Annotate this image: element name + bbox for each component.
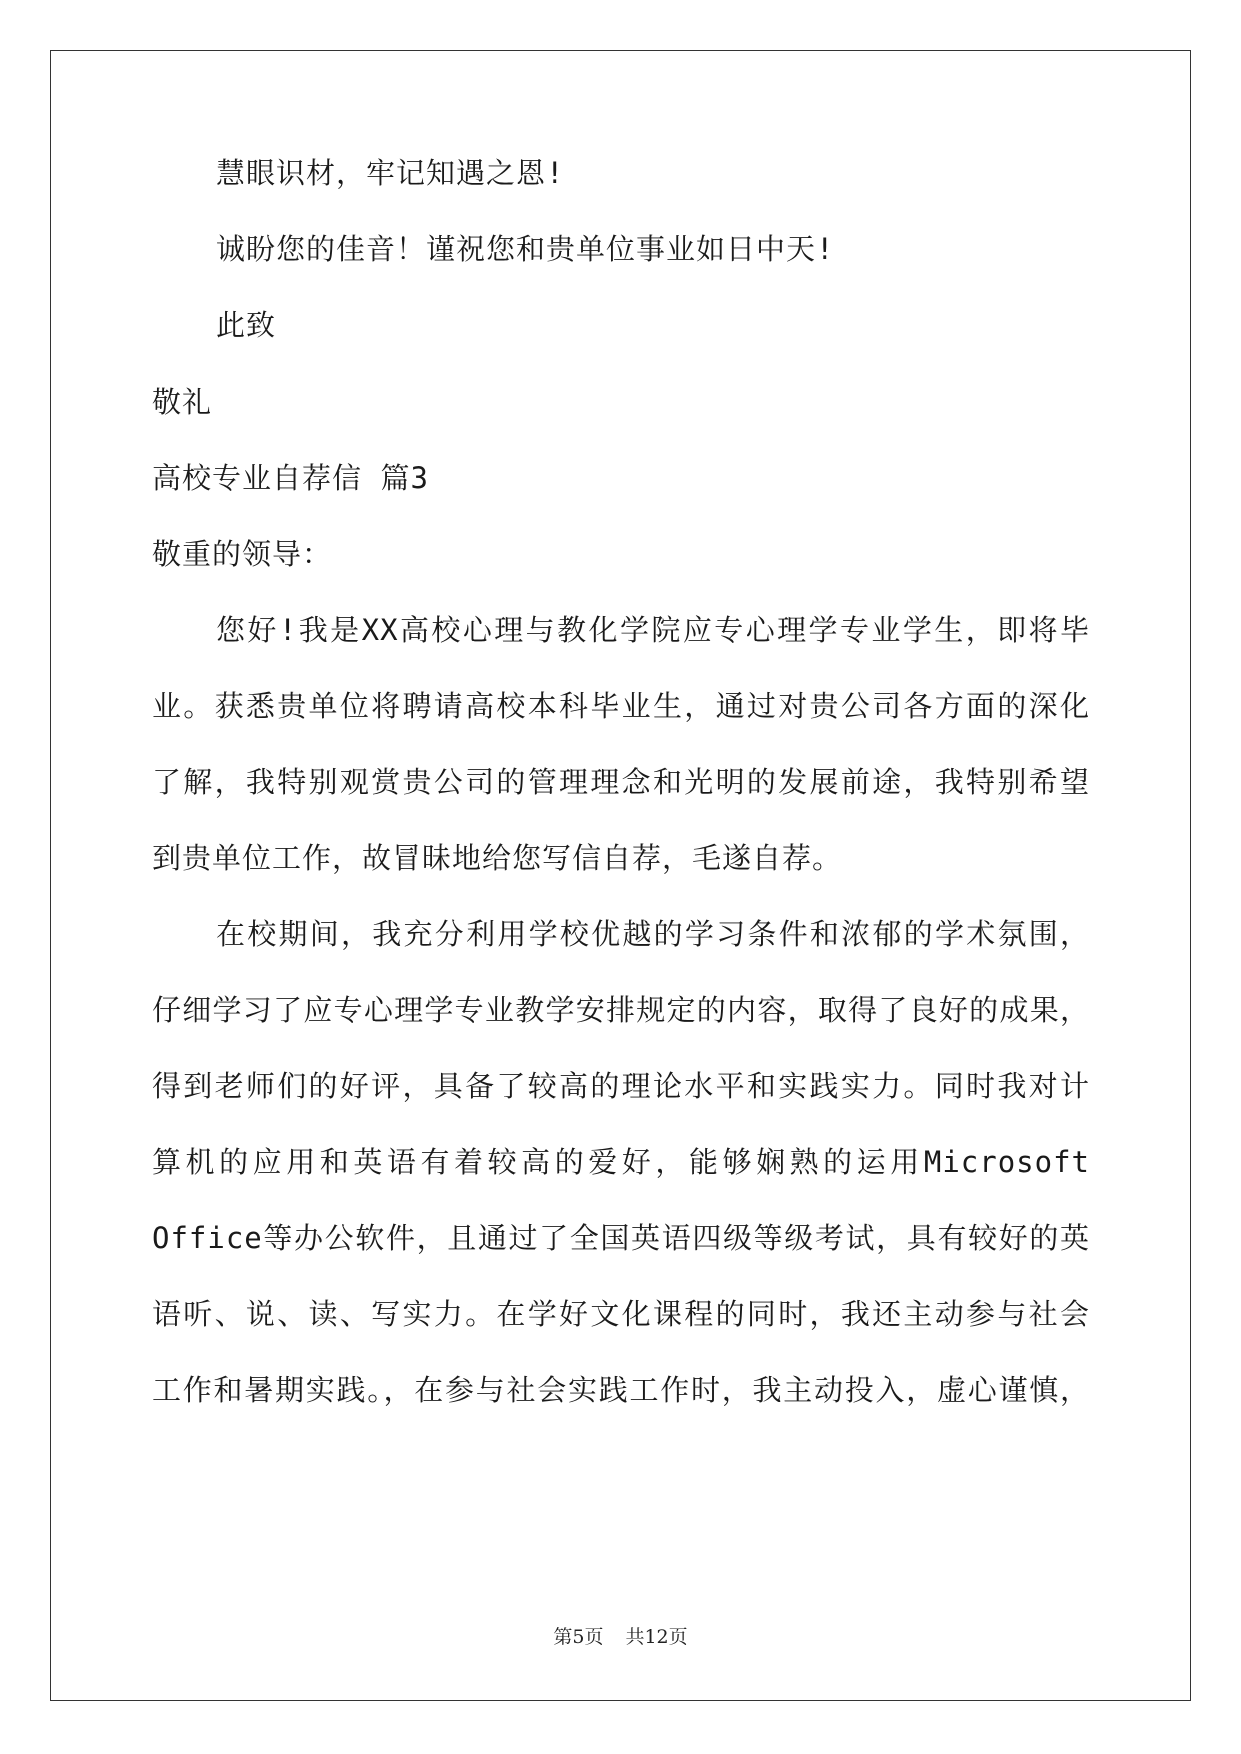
section-heading: 高校专业自荐信 篇3	[152, 461, 429, 495]
text-line: 在校期间，我充分利用学校优越的学习条件和浓郁的学术氛围，	[216, 917, 1090, 951]
text-line: 语听、说、读、写实力。在学好文化课程的同时，我还主动参与社会	[152, 1297, 1090, 1331]
text-line: 算机的应用和英语有着较高的爱好，能够娴熟的运用Microsoft	[152, 1145, 1090, 1179]
text-line: 业。获悉贵单位将聘请高校本科毕业生，通过对贵公司各方面的深化	[152, 689, 1090, 723]
text-line: 得到老师们的好评，具备了较高的理论水平和实践实力。同时我对计	[152, 1069, 1090, 1103]
page-number: 第5页	[553, 1626, 604, 1648]
salutation: 敬重的领导：	[152, 537, 333, 571]
text-line: Office等办公软件，且通过了全国英语四级等级考试，具有较好的英	[152, 1221, 1090, 1255]
text-line: 您好!我是XX高校心理与教化学院应专心理学专业学生，即将毕	[216, 613, 1090, 647]
text-line: 诚盼您的佳音！谨祝您和贵单位事业如日中天!	[216, 232, 835, 266]
page-total: 共12页	[625, 1626, 688, 1648]
text-line: 到贵单位工作，故冒昧地给您写信自荐，毛遂自荐。	[152, 841, 843, 875]
text-line: 此致	[216, 308, 277, 342]
text-line: 了解，我特别观赏贵公司的管理理念和光明的发展前途，我特别希望	[152, 765, 1090, 799]
page-footer	[0, 1625, 1241, 1649]
text-line: 工作和暑期实践。，在参与社会实践工作时，我主动投入，虚心谨慎，	[152, 1373, 1090, 1407]
text-line: 仔细学习了应专心理学专业教学安排规定的内容，取得了良好的成果，	[152, 993, 1090, 1027]
text-line: 慧眼识材，牢记知遇之恩!	[216, 156, 565, 190]
text-line: 敬礼	[152, 385, 213, 419]
